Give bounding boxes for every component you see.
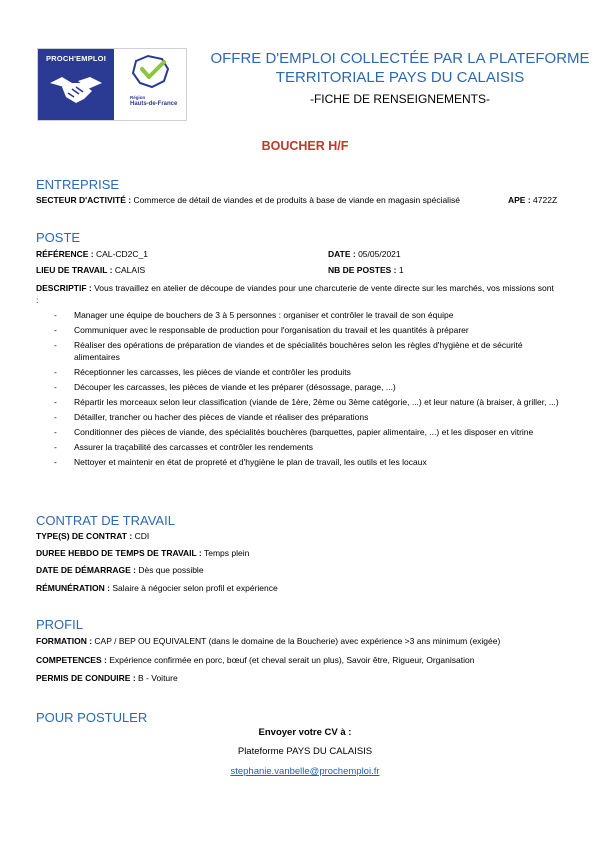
competences-label: COMPETENCES : (36, 655, 107, 665)
contact-email-link[interactable]: stephanie.vanbelle@prochemploi.fr (230, 766, 380, 777)
ape-label: APE : (508, 195, 531, 205)
mission-item: - Réceptionner les carcasses, les pièces de viande et contrôler les produits (54, 367, 564, 379)
mission-item: - Assurer la traçabilité des carcasses et contrôler les rendements (54, 442, 564, 454)
envoyer-cv-text: Envoyer votre CV à : (258, 727, 352, 738)
secteur-label: SECTEUR D'ACTIVITÉ : (36, 195, 132, 205)
formation-line (36, 636, 500, 647)
section-contrat-heading: CONTRAT DE TRAVAIL (36, 513, 175, 528)
region-name-label: Hauts-de-France (130, 101, 178, 107)
logo-right-panel (116, 49, 186, 120)
header-title (200, 49, 600, 87)
lieu-line (36, 265, 145, 276)
mission-item: - Conditionner des pièces de viande, des spécialités bouchères (barquettes, papier alimentaire, ...) et les disposer en vitrine (54, 427, 564, 439)
remuneration-line (36, 583, 278, 594)
lieu-label: LIEU DE TRAVAIL : (36, 265, 113, 275)
secteur-value: Commerce de détail de viandes et de produits à base de viande en magasin spécialisé (133, 195, 460, 205)
duree-line (36, 548, 249, 559)
mission-item: - Répartir les morceaux selon leur classification (viande de 1ère, 2ème ou 3ème catégorie, ...) et leur nature (à braiser, à griller, ...) (54, 397, 564, 409)
date-demarrage-line (36, 565, 204, 576)
duree-value: Temps plein (203, 548, 250, 558)
reference-value: CAL-CD2C_1 (96, 249, 148, 259)
mission-item: - Communiquer avec le responsable de production pour l'organisation du travail et les quantités à préparer (54, 325, 564, 337)
descriptif-value: Vous travaillez en atelier de découpe de viandes pour une charcuterie de vente directe sur les marchés, vos missions sont : (36, 283, 554, 305)
ape-value: 4722Z (533, 195, 558, 205)
formation-value: CAP / BEP OU EQUIVALENT (dans le domaine de la Boucherie) avec expérience >3 ans minimum (exigée) (94, 636, 501, 646)
nb-postes-value: 1 (398, 265, 404, 275)
logo-left-panel (38, 49, 114, 120)
descriptif-paragraph (36, 282, 556, 306)
reference-line (36, 249, 148, 260)
plateforme-name: Plateforme PAYS DU CALAISIS (237, 746, 373, 757)
type-contrat-label: TYPE(S) DE CONTRAT : (36, 531, 133, 541)
permis-label: PERMIS DE CONDUIRE : (36, 673, 136, 683)
nb-postes-label: NB DE POSTES : (328, 265, 397, 275)
permis-value: B - Voiture (138, 673, 178, 683)
job-title: BOUCHER H/F (261, 139, 349, 153)
mission-item: - Découper les carcasses, les pièces de viande et les préparer (désossage, parage, ...) (54, 382, 564, 394)
region-small-label: Région (130, 95, 146, 100)
header-subtitle: -FICHE DE RENSEIGNEMENTS- (309, 92, 490, 106)
type-contrat-line (36, 531, 149, 542)
date-demarrage-label: DATE DE DÉMARRAGE : (36, 565, 136, 575)
section-poste-heading: POSTE (36, 230, 81, 245)
competences-value: Expérience confirmée en porc, bœuf (et cheval serait un plus), Savoir être, Rigueur, Organisation (109, 655, 475, 665)
descriptif-label: DESCRIPTIF : (36, 283, 92, 293)
remuneration-label: RÉMUNÉRATION : (36, 583, 110, 593)
date-line (328, 249, 401, 260)
missions-list (54, 310, 564, 472)
header-title-line2: TERRITORIALE PAYS DU CALAISIS (275, 69, 525, 86)
header-title-line1: OFFRE D'EMPLOI COLLECTÉE PAR LA PLATEFORME (210, 50, 590, 67)
mission-item: - Détailler, trancher ou hacher des pièces de viande et réaliser des préparations (54, 412, 564, 424)
mission-item: - Nettoyer et maintenir en état de propreté et d'hygiène le plan de travail, les outils et les locaux (54, 457, 564, 469)
duree-label: DUREE HEBDO DE TEMPS DE TRAVAIL : (36, 548, 202, 558)
section-profil-heading: PROFIL (36, 617, 83, 632)
date-value: 05/05/2021 (358, 249, 401, 259)
section-entreprise-heading: ENTREPRISE (36, 177, 120, 192)
type-contrat-value: CDI (134, 531, 150, 541)
email-line (0, 766, 610, 777)
competences-line (36, 655, 474, 666)
section-postuler-heading: POUR POSTULER (36, 710, 148, 725)
reference-label: RÉFÉRENCE : (36, 249, 94, 259)
remuneration-value: Salaire à négocier selon profil et expérience (112, 583, 278, 593)
date-demarrage-value: Dès que possible (138, 565, 204, 575)
nb-postes-line (328, 265, 404, 276)
logo-brand-text: PROCH'EMPLOI (45, 54, 107, 63)
ape-line (508, 195, 557, 206)
handshake-icon (48, 69, 104, 109)
date-label: DATE : (328, 249, 356, 259)
mission-item: - Manager une équipe de bouchers de 3 à 5 personnes : organiser et contrôler le travail de son équipe (54, 310, 564, 322)
mission-item: - Réaliser des opérations de préparation de viandes et de spécialités bouchères selon les règles d'hygiène et de sécurité alimentaires (54, 340, 564, 363)
formation-label: FORMATION : (36, 636, 93, 646)
secteur-line (36, 195, 460, 206)
prochemploi-logo (37, 48, 187, 121)
permis-line (36, 673, 178, 684)
lieu-value: CALAIS (114, 265, 146, 275)
region-map-icon (128, 53, 174, 93)
